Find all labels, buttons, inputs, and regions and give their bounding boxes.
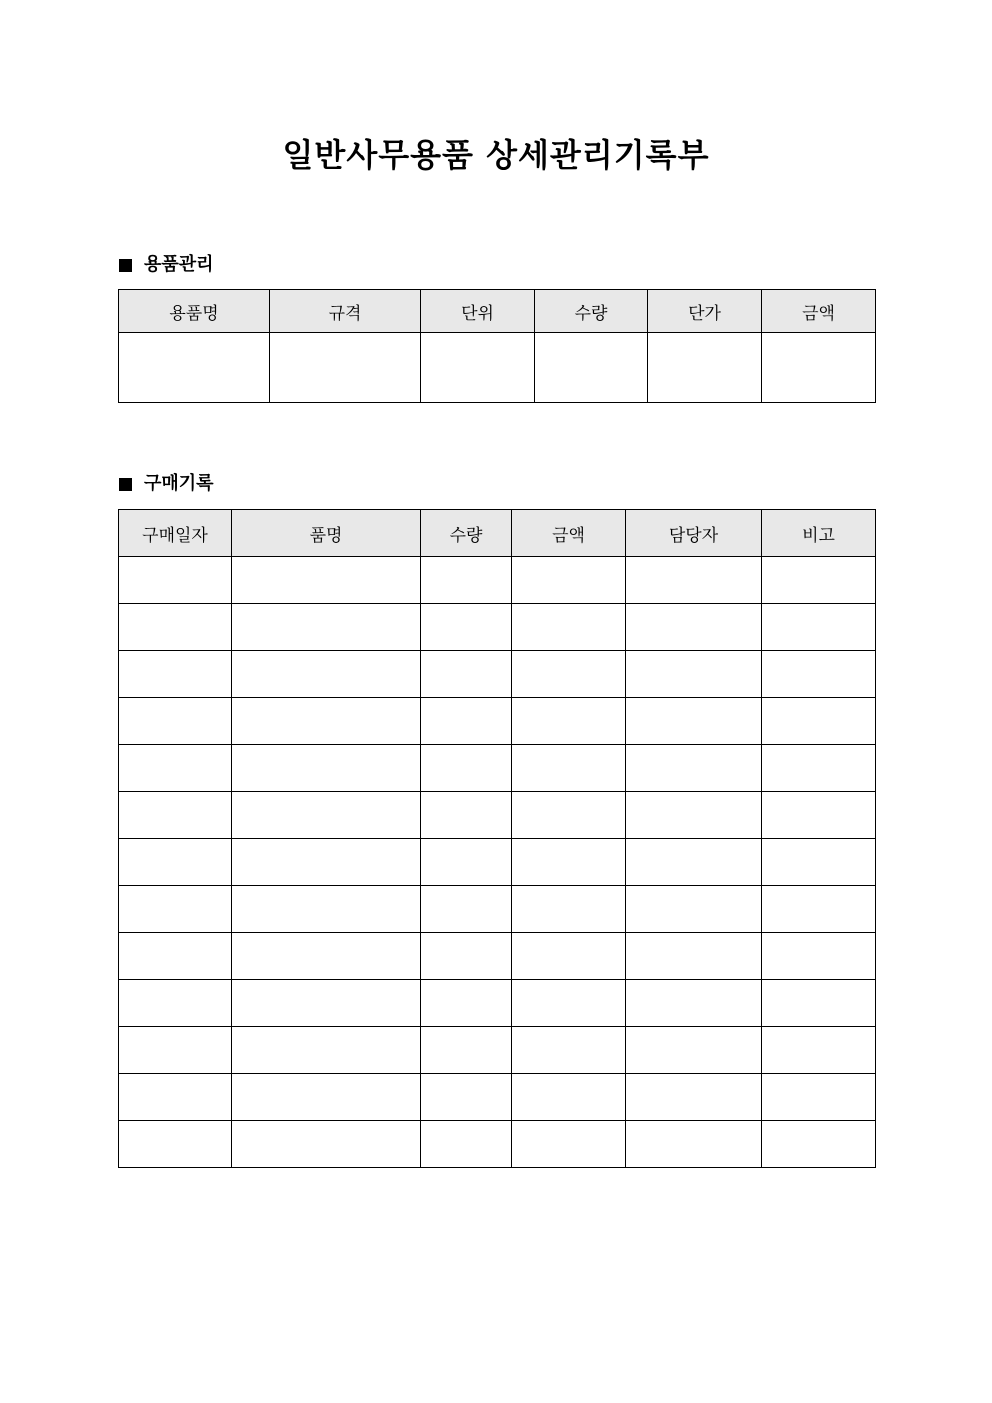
table-cell[interactable] bbox=[119, 745, 232, 792]
table-cell[interactable] bbox=[762, 886, 876, 933]
table-cell[interactable] bbox=[421, 557, 512, 604]
table-cell[interactable] bbox=[119, 886, 232, 933]
table-cell[interactable] bbox=[626, 980, 762, 1027]
square-bullet-icon bbox=[119, 259, 132, 272]
items-section-heading-label: 용품관리 bbox=[144, 254, 214, 275]
items-table-body bbox=[119, 333, 876, 403]
table-cell[interactable] bbox=[762, 604, 876, 651]
items-table bbox=[118, 289, 876, 403]
table-cell[interactable] bbox=[232, 557, 421, 604]
table-cell[interactable] bbox=[421, 745, 512, 792]
table-row bbox=[119, 1027, 876, 1074]
table-cell[interactable] bbox=[119, 557, 232, 604]
table-cell[interactable] bbox=[626, 604, 762, 651]
table-cell[interactable] bbox=[626, 1027, 762, 1074]
table-cell[interactable] bbox=[626, 557, 762, 604]
table-cell[interactable] bbox=[626, 886, 762, 933]
table-cell[interactable] bbox=[512, 604, 626, 651]
table-cell[interactable] bbox=[119, 980, 232, 1027]
table-cell[interactable] bbox=[626, 839, 762, 886]
table-cell[interactable] bbox=[232, 698, 421, 745]
items-table-header-row bbox=[119, 290, 876, 333]
purchase-table bbox=[118, 509, 876, 1168]
column-header-unit-price: 단가 bbox=[648, 290, 762, 333]
table-cell[interactable] bbox=[648, 333, 762, 403]
table-cell[interactable] bbox=[512, 698, 626, 745]
table-cell[interactable] bbox=[232, 1074, 421, 1121]
column-header-purchase-date: 구매일자 bbox=[119, 510, 232, 557]
table-cell[interactable] bbox=[421, 933, 512, 980]
table-cell[interactable] bbox=[762, 1027, 876, 1074]
table-row bbox=[119, 980, 876, 1027]
column-header-quantity: 수량 bbox=[421, 510, 512, 557]
table-cell[interactable] bbox=[421, 1121, 512, 1168]
column-header-person-in-charge: 담당자 bbox=[626, 510, 762, 557]
table-cell[interactable] bbox=[762, 333, 876, 403]
table-row bbox=[119, 745, 876, 792]
table-cell[interactable] bbox=[232, 792, 421, 839]
table-cell[interactable] bbox=[270, 333, 421, 403]
table-cell[interactable] bbox=[232, 933, 421, 980]
table-cell[interactable] bbox=[626, 1121, 762, 1168]
table-cell[interactable] bbox=[762, 698, 876, 745]
table-cell[interactable] bbox=[762, 1074, 876, 1121]
table-cell[interactable] bbox=[762, 651, 876, 698]
table-cell[interactable] bbox=[626, 651, 762, 698]
page-title: 일반사무용품 상세관리기록부 bbox=[282, 136, 710, 174]
purchase-table-body bbox=[119, 557, 876, 1168]
column-header-quantity: 수량 bbox=[535, 290, 648, 333]
table-cell[interactable] bbox=[512, 886, 626, 933]
table-cell[interactable] bbox=[626, 698, 762, 745]
table-cell[interactable] bbox=[626, 745, 762, 792]
column-header-amount: 금액 bbox=[512, 510, 626, 557]
table-cell[interactable] bbox=[421, 792, 512, 839]
table-cell[interactable] bbox=[232, 980, 421, 1027]
table-row bbox=[119, 792, 876, 839]
table-cell[interactable] bbox=[232, 1027, 421, 1074]
column-header-item-name: 용품명 bbox=[119, 290, 270, 333]
table-cell[interactable] bbox=[762, 933, 876, 980]
table-cell[interactable] bbox=[119, 698, 232, 745]
table-cell[interactable] bbox=[762, 839, 876, 886]
table-cell[interactable] bbox=[512, 557, 626, 604]
table-cell[interactable] bbox=[421, 1074, 512, 1121]
table-cell[interactable] bbox=[421, 980, 512, 1027]
table-cell[interactable] bbox=[762, 980, 876, 1027]
column-header-product-name: 품명 bbox=[232, 510, 421, 557]
table-row bbox=[119, 604, 876, 651]
table-row bbox=[119, 933, 876, 980]
table-cell[interactable] bbox=[626, 792, 762, 839]
table-cell[interactable] bbox=[421, 886, 512, 933]
table-row bbox=[119, 651, 876, 698]
square-bullet-icon bbox=[119, 478, 132, 491]
table-cell[interactable] bbox=[512, 651, 626, 698]
purchase-section-heading-label: 구매기록 bbox=[144, 473, 214, 494]
table-cell[interactable] bbox=[762, 557, 876, 604]
table-cell[interactable] bbox=[119, 604, 232, 651]
table-row bbox=[119, 886, 876, 933]
table-cell[interactable] bbox=[626, 933, 762, 980]
table-cell[interactable] bbox=[421, 1027, 512, 1074]
table-cell[interactable] bbox=[232, 1121, 421, 1168]
table-cell[interactable] bbox=[421, 333, 535, 403]
table-cell[interactable] bbox=[512, 792, 626, 839]
table-cell[interactable] bbox=[119, 333, 270, 403]
column-header-amount: 금액 bbox=[762, 290, 876, 333]
table-cell[interactable] bbox=[512, 980, 626, 1027]
table-row bbox=[119, 1121, 876, 1168]
table-row bbox=[119, 1074, 876, 1121]
table-row bbox=[119, 557, 876, 604]
purchase-table-header-row bbox=[119, 510, 876, 557]
table-cell[interactable] bbox=[512, 839, 626, 886]
table-cell[interactable] bbox=[421, 651, 512, 698]
table-cell[interactable] bbox=[421, 839, 512, 886]
table-cell[interactable] bbox=[512, 933, 626, 980]
purchase-section-heading bbox=[119, 472, 214, 496]
table-cell[interactable] bbox=[535, 333, 648, 403]
table-cell[interactable] bbox=[119, 651, 232, 698]
table-cell[interactable] bbox=[232, 886, 421, 933]
table-cell[interactable] bbox=[512, 1074, 626, 1121]
table-row bbox=[119, 698, 876, 745]
table-cell[interactable] bbox=[512, 745, 626, 792]
table-cell[interactable] bbox=[232, 651, 421, 698]
table-row bbox=[119, 839, 876, 886]
table-cell[interactable] bbox=[421, 604, 512, 651]
table-cell[interactable] bbox=[119, 792, 232, 839]
table-cell[interactable] bbox=[119, 933, 232, 980]
table-cell[interactable] bbox=[421, 698, 512, 745]
column-header-remarks: 비고 bbox=[762, 510, 876, 557]
table-cell[interactable] bbox=[762, 745, 876, 792]
column-header-spec: 규격 bbox=[270, 290, 421, 333]
table-cell[interactable] bbox=[232, 745, 421, 792]
table-cell[interactable] bbox=[119, 839, 232, 886]
table-cell[interactable] bbox=[119, 1027, 232, 1074]
table-cell[interactable] bbox=[232, 839, 421, 886]
table-cell[interactable] bbox=[512, 1121, 626, 1168]
table-cell[interactable] bbox=[762, 1121, 876, 1168]
table-cell[interactable] bbox=[626, 1074, 762, 1121]
table-cell[interactable] bbox=[232, 604, 421, 651]
items-section-heading bbox=[119, 253, 214, 277]
table-cell[interactable] bbox=[119, 1121, 232, 1168]
table-cell[interactable] bbox=[119, 1074, 232, 1121]
table-row bbox=[119, 333, 876, 403]
table-cell[interactable] bbox=[762, 792, 876, 839]
column-header-unit: 단위 bbox=[421, 290, 535, 333]
table-cell[interactable] bbox=[512, 1027, 626, 1074]
